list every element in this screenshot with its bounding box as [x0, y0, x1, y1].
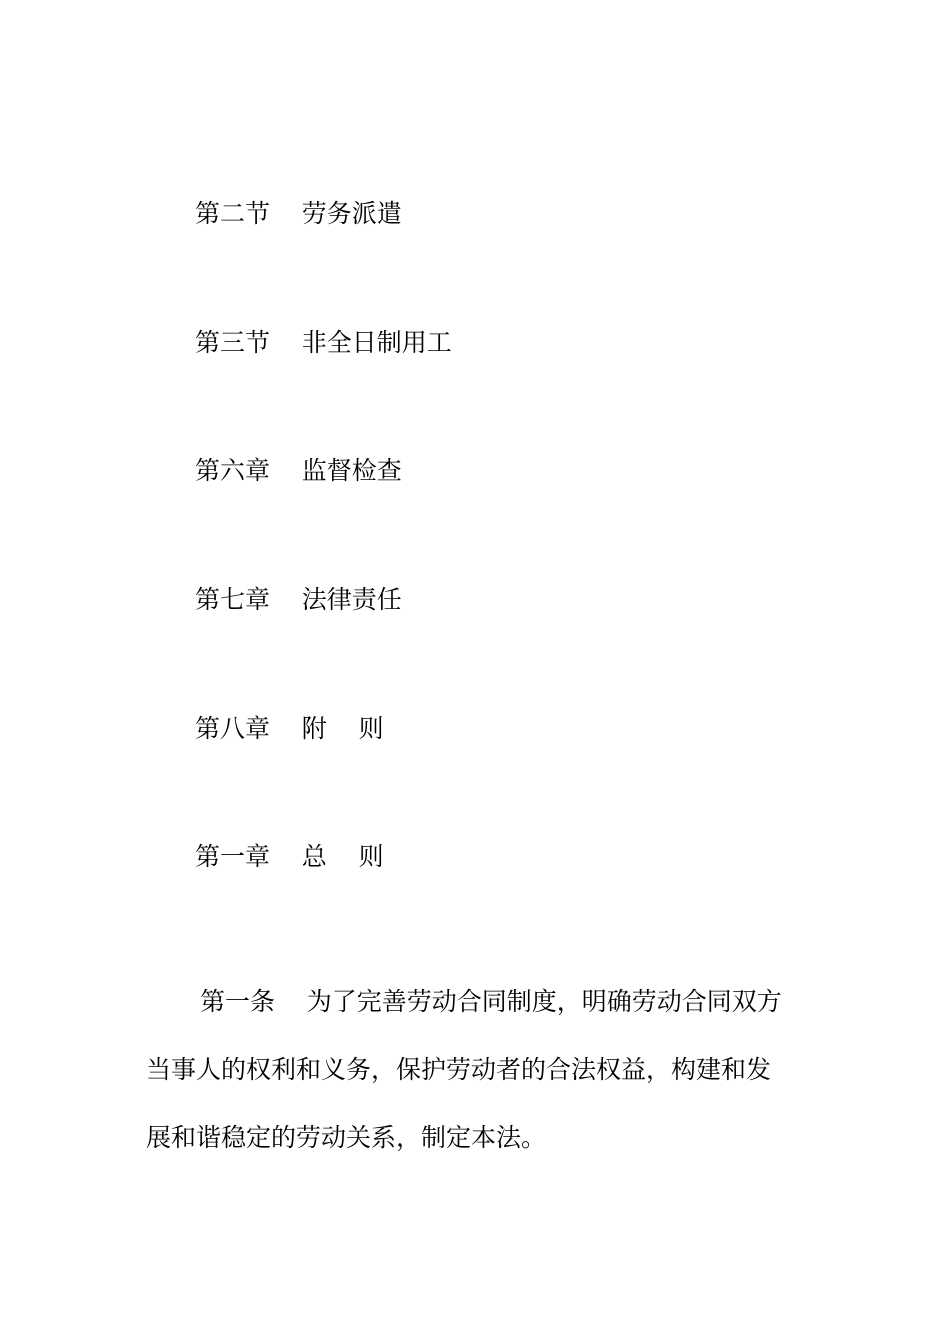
chapter-heading-general-provisions: 第一章 总 则 [195, 842, 384, 871]
chapter-heading-supervision: 第六章 监督检查 [195, 456, 402, 485]
section-heading-labor-dispatch: 第二节 劳务派遣 [195, 199, 402, 228]
chapter-heading-legal-liability: 第七章 法律责任 [195, 585, 402, 614]
article-one-paragraph [146, 968, 816, 1172]
article-line: 当事人的权利和义务，保护劳动者的合法权益，构建和发 [146, 1055, 772, 1084]
section-heading-part-time-employment: 第三节 非全日制用工 [195, 328, 452, 357]
article-line: 第一条 为了完善劳动合同制度，明确劳动合同双方 [200, 987, 782, 1016]
article-line: 展和谐稳定的劳动关系，制定本法。 [146, 1123, 547, 1152]
chapter-heading-supplementary: 第八章 附 则 [195, 714, 384, 743]
